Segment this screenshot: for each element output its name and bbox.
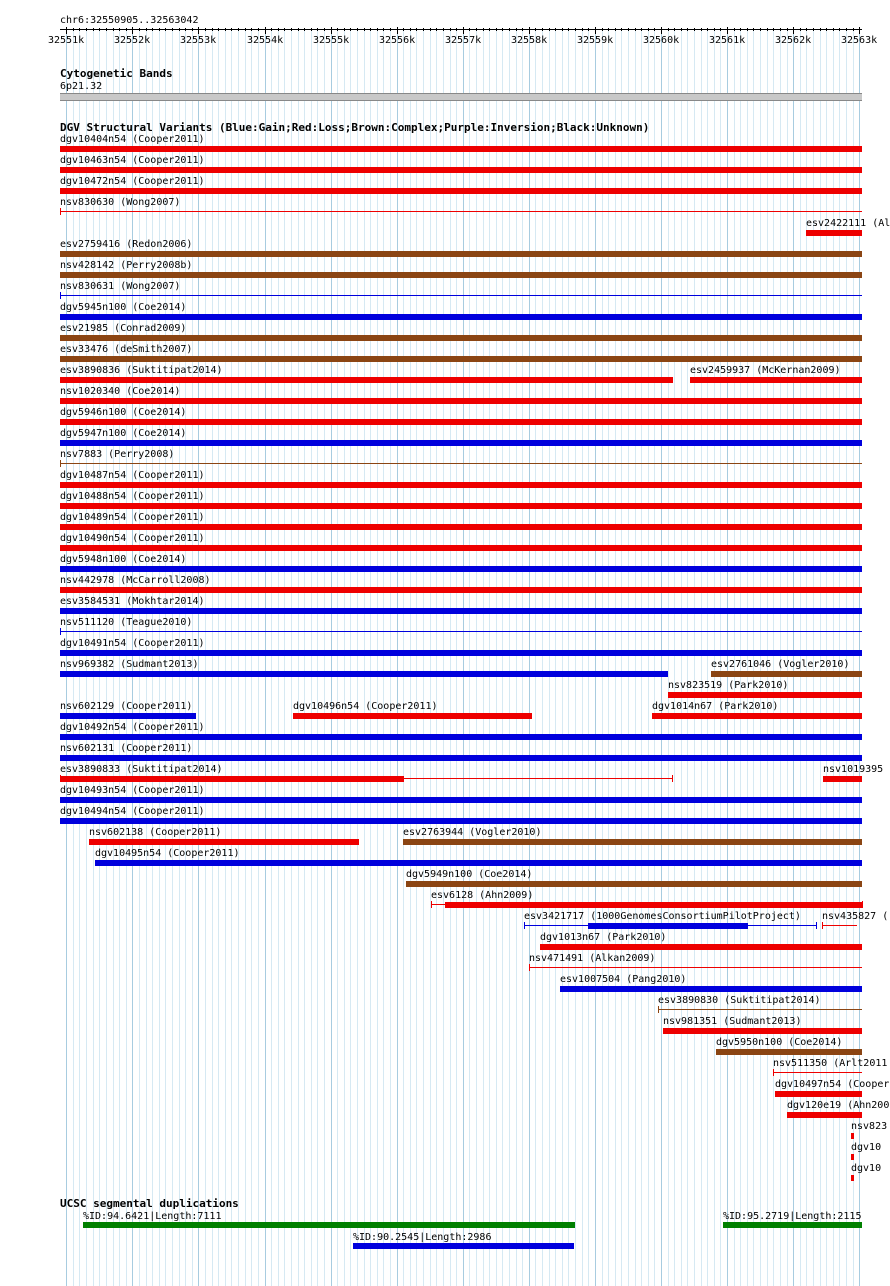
- variant-label: dgv10404n54 (Cooper2011): [60, 134, 205, 145]
- variant-bar[interactable]: [716, 1049, 862, 1055]
- cytoband-track-title[interactable]: Cytogenetic Bands: [60, 67, 173, 80]
- variant-bar[interactable]: [60, 545, 862, 551]
- variant-label: dgv10490n54 (Cooper2011): [60, 533, 205, 544]
- ruler-tick: [383, 28, 384, 31]
- variant-label: dgv1013n67 (Park2010): [540, 932, 667, 943]
- variant-bar[interactable]: [60, 713, 196, 719]
- variant-label: esv2459937 (McKernan2009): [690, 365, 841, 376]
- variant-bar[interactable]: [60, 188, 862, 194]
- variant-bar[interactable]: [60, 587, 862, 593]
- ruler-tick-label: 32561k: [709, 35, 746, 46]
- variant-label: esv2763944 (Vogler2010): [403, 827, 542, 838]
- ruler-tick: [701, 28, 702, 31]
- ruler-tick: [218, 28, 219, 31]
- ruler-tick: [436, 28, 437, 31]
- ruler-tick-label: 32562k: [775, 35, 812, 46]
- variant-line[interactable]: [60, 295, 862, 296]
- ruler-tick: [291, 28, 292, 31]
- variant-label: dgv5945n100 (Coe2014): [60, 302, 187, 313]
- variant-label: dgv10492n54 (Cooper2011): [60, 722, 205, 733]
- variant-label: nsv823519 (Park2010): [668, 680, 789, 691]
- ruler-tick: [225, 28, 226, 31]
- variant-bar[interactable]: [60, 419, 862, 425]
- ruler-tick: [397, 27, 398, 34]
- variant-label: nsv1019395: [823, 764, 884, 775]
- variant-extent-cap: [431, 901, 432, 908]
- variant-bar[interactable]: [60, 818, 862, 824]
- variant-bar[interactable]: [60, 755, 862, 761]
- ruler-tick: [450, 28, 451, 31]
- ruler-tick: [165, 28, 166, 31]
- variant-label: esv2759416 (Redon2006): [60, 239, 193, 250]
- variant-label: esv3890836 (Suktitipat2014): [60, 365, 223, 376]
- ruler-tick: [595, 27, 596, 34]
- ruler-tick: [430, 28, 431, 31]
- variant-bar[interactable]: [60, 356, 862, 362]
- ruler-tick: [317, 28, 318, 31]
- ruler-tick: [139, 28, 140, 31]
- variant-bar[interactable]: [89, 839, 359, 845]
- ruler-tick: [562, 28, 563, 31]
- variant-label: dgv5948n100 (Coe2014): [60, 554, 187, 565]
- ruler-tick-label: 32560k: [643, 35, 680, 46]
- ruler-tick: [192, 28, 193, 31]
- variant-label: dgv10487n54 (Cooper2011): [60, 470, 205, 481]
- variant-label: nsv1020340 (Coe2014): [60, 386, 181, 397]
- ruler-tick: [86, 28, 87, 31]
- ruler-tick: [159, 28, 160, 31]
- ruler-tick: [423, 28, 424, 31]
- ruler-tick: [780, 28, 781, 31]
- cytoband-label: 6p21.32: [60, 81, 103, 92]
- ruler-tick: [820, 28, 821, 31]
- variant-label: nsv981351 (Sudmant2013): [663, 1016, 802, 1027]
- variant-bar[interactable]: [851, 1175, 854, 1181]
- variant-label: dgv10494n54 (Cooper2011): [60, 806, 205, 817]
- variant-label: nsv511120 (Teague2010): [60, 617, 193, 628]
- ruler-tick: [284, 28, 285, 31]
- ruler-tick: [687, 28, 688, 31]
- ruler-tick: [251, 28, 252, 31]
- variant-label: dgv10496n54 (Cooper2011): [293, 701, 438, 712]
- ruler-tick: [681, 28, 682, 31]
- variant-line[interactable]: [822, 925, 857, 926]
- ruler-tick: [555, 28, 556, 31]
- ruler-tick-label: 32553k: [180, 35, 217, 46]
- variant-label: esv3421717 (1000GenomesConsortiumPilotProject): [524, 911, 801, 922]
- ruler-tick: [205, 28, 206, 31]
- ruler-tick: [231, 28, 232, 31]
- ruler-tick: [106, 28, 107, 31]
- variant-bar[interactable]: [60, 440, 862, 446]
- ruler-tick: [99, 28, 100, 31]
- dgv-track-title[interactable]: DGV Structural Variants (Blue:Gain;Red:Loss;Brown:Complex;Purple:Inversion;Black:Unknown): [60, 121, 650, 134]
- ruler-tick: [694, 28, 695, 31]
- ruler-tick: [582, 28, 583, 31]
- ruler-tick: [628, 28, 629, 31]
- ruler-tick: [635, 28, 636, 31]
- ruler-tick: [641, 28, 642, 31]
- variant-label: nsv602138 (Cooper2011): [89, 827, 222, 838]
- variant-bar[interactable]: [851, 1133, 854, 1139]
- cytoband-bar[interactable]: [60, 93, 862, 101]
- variant-label: dgv10491n54 (Cooper2011): [60, 638, 205, 649]
- ruler-tick: [760, 28, 761, 31]
- ruler-tick: [410, 28, 411, 31]
- variant-bar[interactable]: [445, 902, 862, 908]
- variant-label: dgv120e19 (Ahn200: [787, 1100, 890, 1111]
- segdup-label: %ID:95.2719|Length:2115: [723, 1211, 862, 1222]
- variant-bar[interactable]: [60, 650, 862, 656]
- variant-extent-cap: [862, 901, 863, 908]
- ruler-tick: [661, 27, 662, 34]
- variant-bar[interactable]: [60, 146, 862, 152]
- variant-label: esv2761046 (Vogler2010): [711, 659, 850, 670]
- ruler-tick: [126, 28, 127, 31]
- segdup-feature[interactable]: [723, 1222, 862, 1228]
- segdup-track-title[interactable]: UCSC segmental duplications: [60, 1197, 239, 1210]
- variant-label: nsv428142 (Perry2008b): [60, 260, 193, 271]
- ruler-tick: [615, 28, 616, 31]
- ruler-tick: [146, 28, 147, 31]
- variant-bar[interactable]: [60, 797, 862, 803]
- variant-extent-cap: [816, 922, 817, 929]
- ruler-tick: [198, 27, 199, 34]
- ruler-tick: [542, 28, 543, 31]
- variant-label: dgv10497n54 (Cooper: [775, 1079, 890, 1090]
- variant-label: dgv10489n54 (Cooper2011): [60, 512, 205, 523]
- ruler-tick: [806, 28, 807, 31]
- ruler-tick: [476, 28, 477, 31]
- ruler-tick: [73, 28, 74, 31]
- variant-label: dgv10: [851, 1142, 882, 1153]
- variant-bar[interactable]: [787, 1112, 862, 1118]
- ruler-tick: [853, 28, 854, 31]
- ruler-tick: [469, 28, 470, 31]
- ruler-tick: [364, 28, 365, 31]
- variant-bar[interactable]: [690, 377, 862, 383]
- ruler-tick: [720, 28, 721, 31]
- variant-label: dgv1014n67 (Park2010): [652, 701, 779, 712]
- ruler-tick: [740, 28, 741, 31]
- ruler-tick: [608, 28, 609, 31]
- ruler-tick: [370, 28, 371, 31]
- ruler-tick-label: 32554k: [247, 35, 284, 46]
- variant-label: esv6128 (Ahn2009): [431, 890, 534, 901]
- ruler-tick: [575, 28, 576, 31]
- variant-bar[interactable]: [95, 860, 862, 866]
- variant-label: nsv442978 (McCarroll2008): [60, 575, 211, 586]
- ruler-tick: [839, 28, 840, 31]
- ruler-tick: [403, 28, 404, 31]
- ruler-tick: [212, 28, 213, 31]
- ruler-tick: [377, 28, 378, 31]
- ruler-tick: [674, 28, 675, 31]
- ruler-tick: [245, 28, 246, 31]
- variant-bar[interactable]: [60, 335, 862, 341]
- variant-label: dgv5946n100 (Coe2014): [60, 407, 187, 418]
- variant-bar[interactable]: [588, 923, 748, 929]
- ruler-tick: [826, 28, 827, 31]
- variant-line[interactable]: [60, 211, 862, 212]
- variant-label: nsv969382 (Sudmant2013): [60, 659, 199, 670]
- ruler-tick: [773, 28, 774, 31]
- ruler-tick-label: 32552k: [114, 35, 151, 46]
- variant-label: nsv511350 (Arlt2011: [773, 1058, 888, 1069]
- variant-bar[interactable]: [540, 944, 862, 950]
- ruler-tick-label: 32563k: [841, 35, 878, 46]
- variant-bar[interactable]: [60, 314, 862, 320]
- ruler-tick: [265, 27, 266, 34]
- ruler-tick-label: 32555k: [313, 35, 350, 46]
- variant-label: dgv10495n54 (Cooper2011): [95, 848, 240, 859]
- segdup-feature[interactable]: [83, 1222, 575, 1228]
- ruler-tick: [119, 28, 120, 31]
- ruler-tick: [298, 28, 299, 31]
- variant-label: nsv830631 (Wong2007): [60, 281, 181, 292]
- ruler-tick: [800, 28, 801, 31]
- variant-line[interactable]: [60, 463, 862, 464]
- ruler-tick: [489, 28, 490, 31]
- variant-label: esv3890830 (Suktitipat2014): [658, 995, 821, 1006]
- ruler-tick: [238, 28, 239, 31]
- ruler-tick: [152, 28, 153, 31]
- ruler-tick: [529, 27, 530, 34]
- ruler-tick: [443, 28, 444, 31]
- variant-bar[interactable]: [60, 524, 862, 530]
- ruler-tick: [416, 28, 417, 31]
- variant-bar[interactable]: [60, 776, 404, 782]
- ruler-tick: [132, 27, 133, 34]
- variant-line[interactable]: [773, 1072, 862, 1073]
- ruler-tick: [859, 27, 860, 34]
- variant-label: nsv435827 (: [822, 911, 889, 922]
- ruler-tick: [483, 28, 484, 31]
- variant-bar[interactable]: [775, 1091, 862, 1097]
- ruler-tick: [496, 28, 497, 31]
- variant-label: dgv5949n100 (Coe2014): [406, 869, 533, 880]
- ruler-tick: [846, 28, 847, 31]
- ruler-tick: [568, 28, 569, 31]
- ruler-tick: [621, 28, 622, 31]
- variant-bar[interactable]: [60, 398, 862, 404]
- ruler-tick: [588, 28, 589, 31]
- ruler-tick: [509, 28, 510, 31]
- ruler-tick: [767, 28, 768, 31]
- variant-line[interactable]: [658, 1009, 862, 1010]
- variant-line[interactable]: [529, 967, 862, 968]
- ruler-tick: [304, 28, 305, 31]
- variant-label: nsv471491 (Alkan2009): [529, 953, 656, 964]
- ruler-tick: [271, 28, 272, 31]
- variant-bar[interactable]: [293, 713, 532, 719]
- ruler-tick-label: 32556k: [379, 35, 416, 46]
- variant-extent-cap: [524, 922, 525, 929]
- ruler-tick-label: 32559k: [577, 35, 614, 46]
- ruler-tick: [747, 28, 748, 31]
- variant-bar[interactable]: [403, 839, 862, 845]
- ruler-tick: [113, 28, 114, 31]
- ruler-tick: [522, 28, 523, 31]
- variant-bar[interactable]: [60, 167, 862, 173]
- segdup-label: %ID:90.2545|Length:2986: [353, 1232, 492, 1243]
- ruler-tick: [654, 28, 655, 31]
- ruler-tick: [357, 28, 358, 31]
- ruler-tick: [502, 28, 503, 31]
- ruler-tick: [179, 28, 180, 31]
- segdup-feature[interactable]: [353, 1243, 574, 1249]
- ruler-tick: [93, 28, 94, 31]
- variant-line[interactable]: [60, 631, 862, 632]
- variant-bar[interactable]: [668, 692, 862, 698]
- variant-label: esv21985 (Conrad2009): [60, 323, 187, 334]
- ruler-tick: [535, 28, 536, 31]
- variant-label: dgv5947n100 (Coe2014): [60, 428, 187, 439]
- ruler-tick: [707, 28, 708, 31]
- position-label: chr6:32550905..32563042: [60, 15, 199, 26]
- variant-bar[interactable]: [60, 377, 673, 383]
- variant-label: esv3584531 (Mokhtar2014): [60, 596, 205, 607]
- variant-bar[interactable]: [560, 986, 862, 992]
- variant-label: esv3890833 (Suktitipat2014): [60, 764, 223, 775]
- ruler-tick: [602, 28, 603, 31]
- variant-label: nsv602129 (Cooper2011): [60, 701, 193, 712]
- variant-bar[interactable]: [806, 230, 862, 236]
- ruler-tick: [278, 28, 279, 31]
- variant-bar[interactable]: [60, 251, 862, 257]
- ruler-tick: [833, 28, 834, 31]
- ruler-tick: [258, 28, 259, 31]
- variant-bar[interactable]: [60, 272, 862, 278]
- variant-extent-cap: [672, 775, 673, 782]
- ruler-tick: [549, 28, 550, 31]
- variant-label: dgv5950n100 (Coe2014): [716, 1037, 843, 1048]
- variant-bar[interactable]: [60, 482, 862, 488]
- variant-bar[interactable]: [823, 776, 862, 782]
- ruler-tick: [337, 28, 338, 31]
- variant-label: esv1007504 (Pang2010): [560, 974, 687, 985]
- ruler-tick: [311, 28, 312, 31]
- ruler-tick-label: 32551k: [48, 35, 85, 46]
- variant-label: esv2422111 (Al: [806, 218, 890, 229]
- variant-bar[interactable]: [60, 608, 862, 614]
- ruler-tick: [463, 27, 464, 34]
- ruler-tick: [390, 28, 391, 31]
- variant-bar[interactable]: [60, 503, 862, 509]
- variant-bar[interactable]: [711, 671, 862, 677]
- ruler-tick: [787, 28, 788, 31]
- ruler-tick: [456, 28, 457, 31]
- ruler-tick: [344, 28, 345, 31]
- variant-label: dgv10472n54 (Cooper2011): [60, 176, 205, 187]
- ruler-tick: [331, 27, 332, 34]
- ruler-tick: [516, 28, 517, 31]
- variant-bar[interactable]: [60, 671, 668, 677]
- ruler-tick: [79, 28, 80, 31]
- variant-bar[interactable]: [406, 881, 862, 887]
- ruler-tick: [813, 28, 814, 31]
- ruler-tick: [66, 27, 67, 34]
- ruler-tick: [793, 27, 794, 34]
- ruler-tick: [668, 28, 669, 31]
- variant-bar[interactable]: [60, 734, 862, 740]
- ruler-tick-label: 32557k: [445, 35, 482, 46]
- variant-label: dgv10493n54 (Cooper2011): [60, 785, 205, 796]
- variant-bar[interactable]: [60, 566, 862, 572]
- ruler-tick: [350, 28, 351, 31]
- variant-bar[interactable]: [851, 1154, 854, 1160]
- ruler-tick: [172, 28, 173, 31]
- ruler-tick: [324, 28, 325, 31]
- variant-label: nsv7883 (Perry2008): [60, 449, 175, 460]
- variant-label: esv33476 (deSmith2007): [60, 344, 193, 355]
- ruler-axis: [60, 29, 862, 30]
- ruler-tick: [734, 28, 735, 31]
- variant-label: nsv823: [851, 1121, 888, 1132]
- variant-label: dgv10463n54 (Cooper2011): [60, 155, 205, 166]
- variant-bar[interactable]: [663, 1028, 862, 1034]
- variant-label: dgv10: [851, 1163, 882, 1174]
- ruler-tick: [714, 28, 715, 31]
- ruler-tick: [648, 28, 649, 31]
- ruler-tick-label: 32558k: [511, 35, 548, 46]
- segdup-label: %ID:94.6421|Length:7111: [83, 1211, 222, 1222]
- variant-label: dgv10488n54 (Cooper2011): [60, 491, 205, 502]
- variant-label: nsv830630 (Wong2007): [60, 197, 181, 208]
- ruler-tick: [185, 28, 186, 31]
- variant-label: nsv602131 (Cooper2011): [60, 743, 193, 754]
- ruler-tick: [727, 27, 728, 34]
- variant-bar[interactable]: [652, 713, 862, 719]
- ruler-tick: [753, 28, 754, 31]
